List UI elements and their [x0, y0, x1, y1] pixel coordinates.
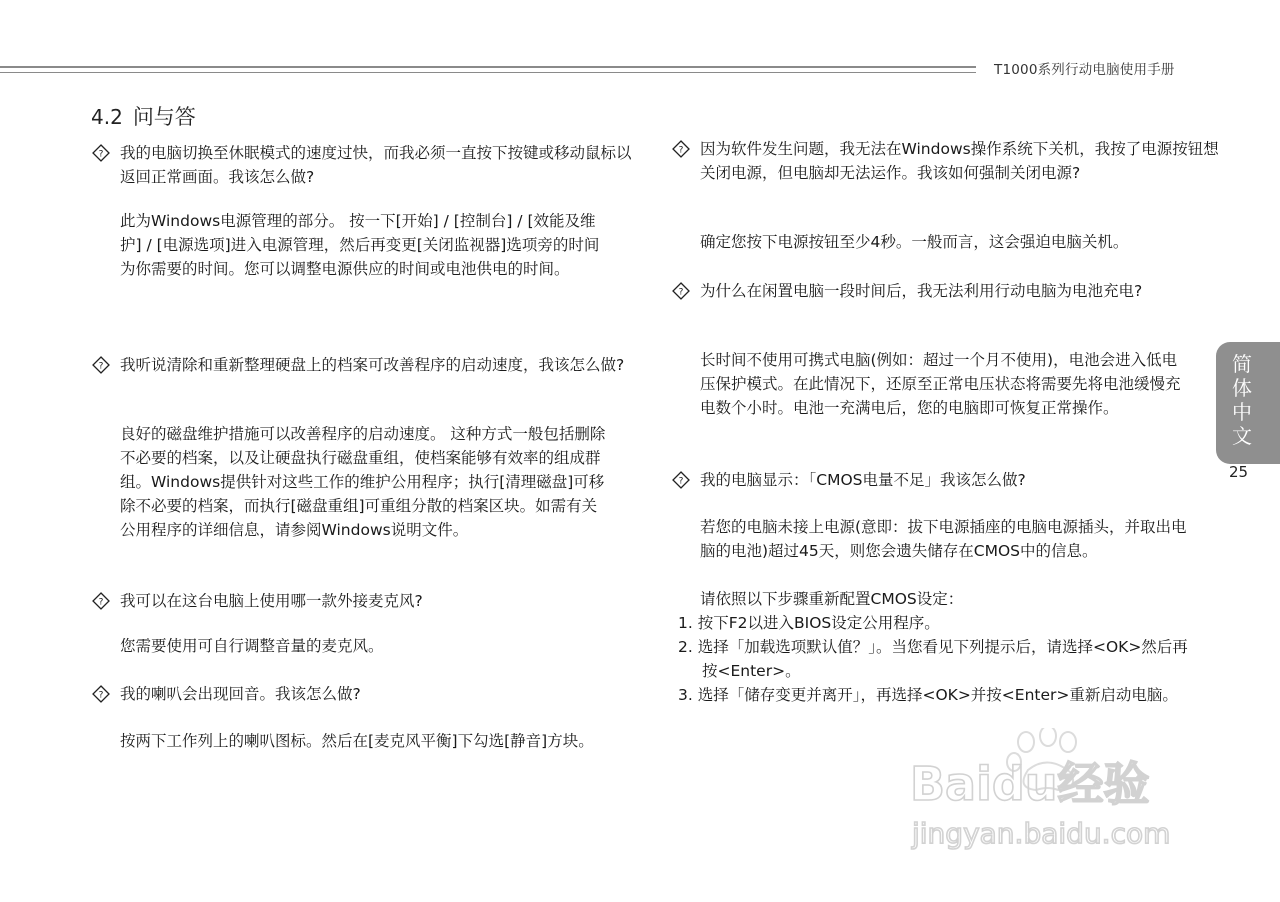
question-diamond-icon	[672, 471, 690, 489]
section-number: 4.2	[91, 105, 123, 129]
question-text: 我的喇叭会出现回音。我该怎么做?	[120, 685, 361, 703]
question-diamond-icon	[672, 140, 690, 158]
question	[92, 141, 640, 189]
svg-text:?: ?	[98, 361, 104, 372]
answer-text: 若您的电脑未接上电源(意即：拔下电源插座的电脑电源插头，并取出电脑的电池)超过45天，则您会遗失储存在CMOS中的信息。	[700, 518, 1187, 560]
steps-list	[678, 611, 1192, 707]
section-heading	[91, 101, 196, 131]
question	[672, 468, 1220, 492]
svg-text:?: ?	[98, 690, 104, 701]
watermark-url: jingyan.baidu.com	[912, 817, 1171, 850]
question	[92, 589, 640, 613]
answer-text: 确定您按下电源按钮至少4秒。一般而言，这会强迫电脑关机。	[700, 233, 1129, 251]
answer-text: 良好的磁盘维护措施可以改善程序的启动速度。 这种方式一般包括删除不必要的档案，以及让硬盘执行磁盘重组，使档案能够有效率的组成群组。Windows提供针对这些工作的维护公用程序；执行[清理磁盘]可移除不必要的档案，而执行[磁盘重组]可重组分散的档案区块。如需有关公用程序的详细信息，请参阅Windows说明文件。	[120, 425, 606, 539]
question-text: 我的电脑切换至休眠模式的速度过快，而我必须一直按下按键或移动鼠标以返回正常画面。我该怎么做?	[120, 144, 632, 186]
question-text: 我听说清除和重新整理硬盘上的档案可改善程序的启动速度，我该怎么做?	[120, 356, 625, 374]
question	[672, 279, 1220, 303]
answer-text: 长时间不使用可携式电脑(例如：超过一个月不使用)，电池会进入低电压保护模式。在此情况下，还原至正常电压状态将需要先将电池缓慢充电数个小时。电池一充满电后，您的电脑即可恢复正常操作。	[700, 351, 1181, 417]
answer-intro: 请依照以下步骤重新配置CMOS设定：	[700, 590, 964, 608]
question	[92, 353, 640, 377]
question-diamond-icon	[92, 592, 110, 610]
question-text: 因为软件发生问题，我无法在Windows操作系统下关机，我按了电源按钮想关闭电源，但电脑却无法运作。我该如何强制关闭电源?	[700, 140, 1219, 182]
svg-text:?: ?	[98, 149, 104, 160]
step-item: 1. 按下F2以进入BIOS设定公用程序。	[678, 614, 940, 632]
question-text: 我可以在这台电脑上使用哪一款外接麦克风?	[120, 592, 423, 610]
svg-text:?: ?	[678, 476, 684, 487]
question-diamond-icon	[92, 144, 110, 162]
watermark-brand: Baidu经验	[910, 757, 1150, 811]
question-text: 为什么在闲置电脑一段时间后，我无法利用行动电脑为电池充电?	[700, 282, 1143, 300]
answer-text: 此为Windows电源管理的部分。 按一下[开始] / [控制台] / [效能及维护] / [电源选项]进入电源管理，然后再变更[关闭监视器]选项旁的时间为你需要的时间。您可以调整电源供应的时间或电池供电的时间。	[120, 212, 600, 278]
answer-text: 按两下工作列上的喇叭图标。然后在[麦克风平衡]下勾选[静音]方块。	[120, 732, 594, 750]
step-item: 3. 选择「储存变更并离开」，再选择<OK>并按<Enter>重新启动电脑。	[678, 686, 1178, 704]
question-diamond-icon	[92, 685, 110, 703]
language-tab-label: 简体中文	[1232, 352, 1252, 448]
question-diamond-icon	[92, 356, 110, 374]
svg-text:?: ?	[678, 287, 684, 298]
question-diamond-icon	[672, 282, 690, 300]
step-item: 2. 选择「加载选项默认值？」。当您看见下列提示后，请选择<OK>然后再按<Enter>。	[678, 638, 1188, 680]
question	[672, 137, 1220, 185]
answer-text: 您需要使用可自行调整音量的麦克风。	[120, 637, 384, 655]
svg-text:?: ?	[98, 597, 104, 608]
question	[92, 682, 640, 706]
watermark-logo	[908, 728, 1208, 858]
page-number: 25	[1229, 463, 1249, 481]
section-title: 问与答	[132, 105, 196, 129]
header-title: T1000系列行动电脑使用手册	[994, 62, 1175, 78]
header-rule	[0, 66, 976, 73]
svg-text:?: ?	[678, 145, 684, 156]
question-text: 我的电脑显示：「CMOS电量不足」我该怎么做?	[700, 471, 1026, 489]
